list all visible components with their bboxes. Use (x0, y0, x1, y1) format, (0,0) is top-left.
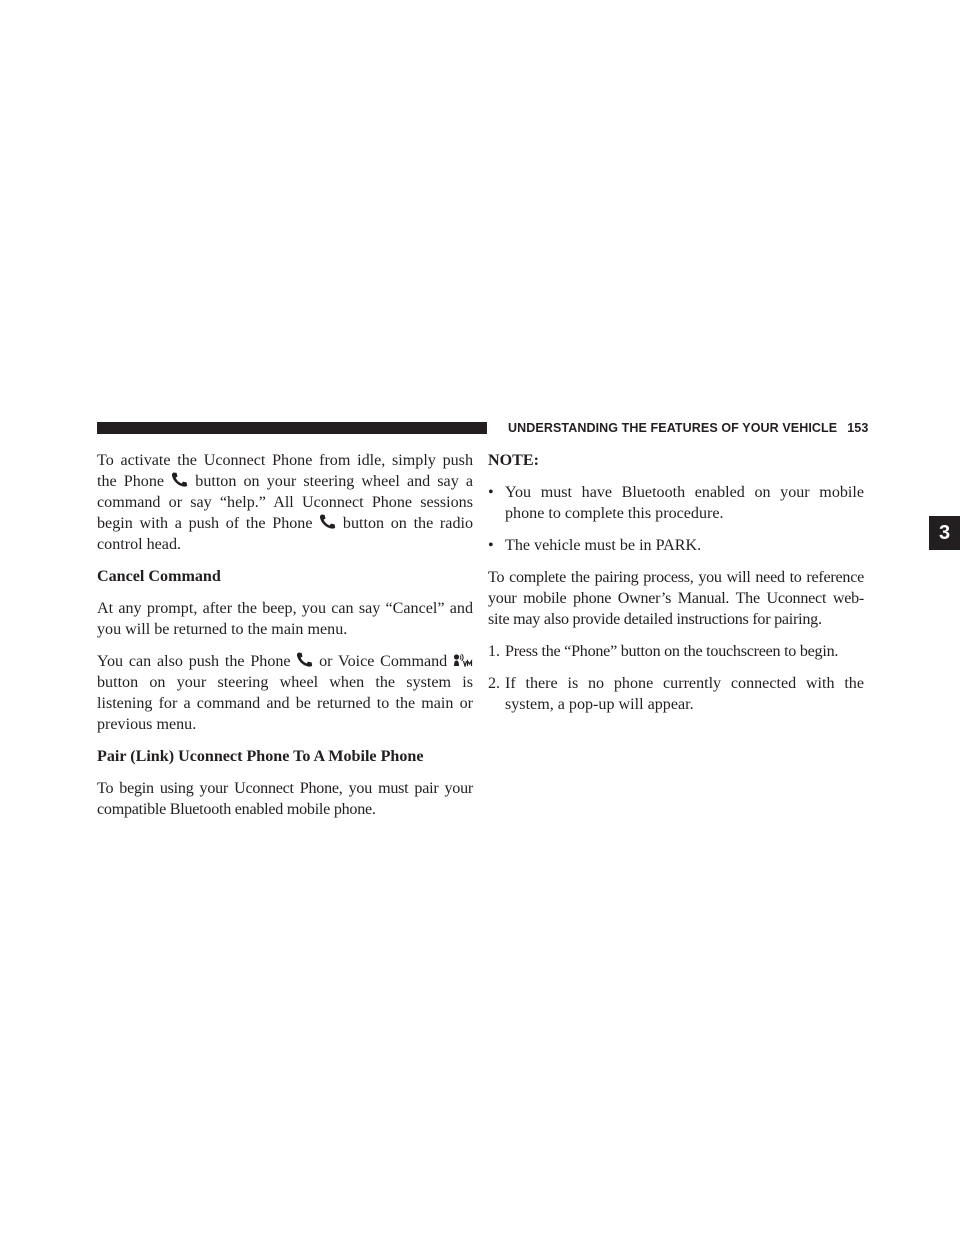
paragraph-push-phone (97, 651, 473, 735)
left-column (97, 450, 473, 831)
section-title: UNDERSTANDING THE FEATURES OF YOUR VEHICLE (508, 421, 838, 435)
phone-icon (296, 652, 313, 667)
step-text: If there is no phone currently connected with the system, a pop-up will appear. (505, 675, 864, 713)
paragraph-activate-part3: button on the radio control head. (97, 515, 474, 553)
paragraph-pairing-process: To complete the pairing process, you will need to reference your mobile phone Owner’s Manual. The Uconnect web-site may also provide detailed instructions for pairing. (488, 569, 864, 628)
paragraph-push-phone-part1: You can also push the Phone (97, 653, 291, 670)
paragraph-push-phone-part3: button on your steering wheel when the system is listening for a command and be returned to the main or previous menu. (97, 674, 473, 733)
paragraph-cancel: At any prompt, after the beep, you can say “Cancel” and you will be returned to the main menu. (97, 600, 473, 638)
phone-icon (319, 514, 336, 529)
paragraph-begin-pairing: To begin using your Uconnect Phone, you must pair your compatible Bluetooth enabled mobile phone. (97, 780, 473, 818)
heading-pair-phone: Pair (Link) Uconnect Phone To A Mobile Phone (97, 748, 424, 765)
bullet-mark: • (488, 484, 494, 501)
bullet-text: You must have Bluetooth enabled on your mobile phone to complete this procedure. (505, 484, 864, 522)
step-text: Press the “Phone” button on the touchscreen to begin. (505, 643, 839, 660)
list-item (488, 641, 864, 662)
running-header (508, 419, 868, 437)
note-heading: NOTE: (488, 452, 539, 469)
bullet-text: The vehicle must be in PARK. (505, 537, 702, 554)
right-column (488, 450, 864, 726)
step-number: 2. (488, 675, 501, 692)
page-number: 153 (847, 421, 869, 435)
voice-command-icon (453, 653, 473, 667)
paragraph-push-phone-part2: or Voice Command (319, 653, 448, 670)
header-rule (97, 422, 487, 434)
bullet-mark: • (488, 537, 494, 554)
heading-cancel-command: Cancel Command (97, 568, 221, 585)
paragraph-activate (97, 450, 473, 555)
list-item (488, 535, 864, 556)
paragraph-activate-part1: To activate the Uconnect Phone from idle, simply push the Phone (97, 452, 473, 490)
phone-icon (171, 472, 188, 487)
step-number: 1. (488, 643, 501, 660)
list-item (488, 673, 864, 715)
chapter-tab: 3 (929, 516, 960, 550)
paragraph-activate-part2: button on your steering wheel and say a command or say “help.” All Uconnect Phone sessions begin with a push of the Phone (97, 473, 474, 532)
list-item (488, 482, 864, 524)
